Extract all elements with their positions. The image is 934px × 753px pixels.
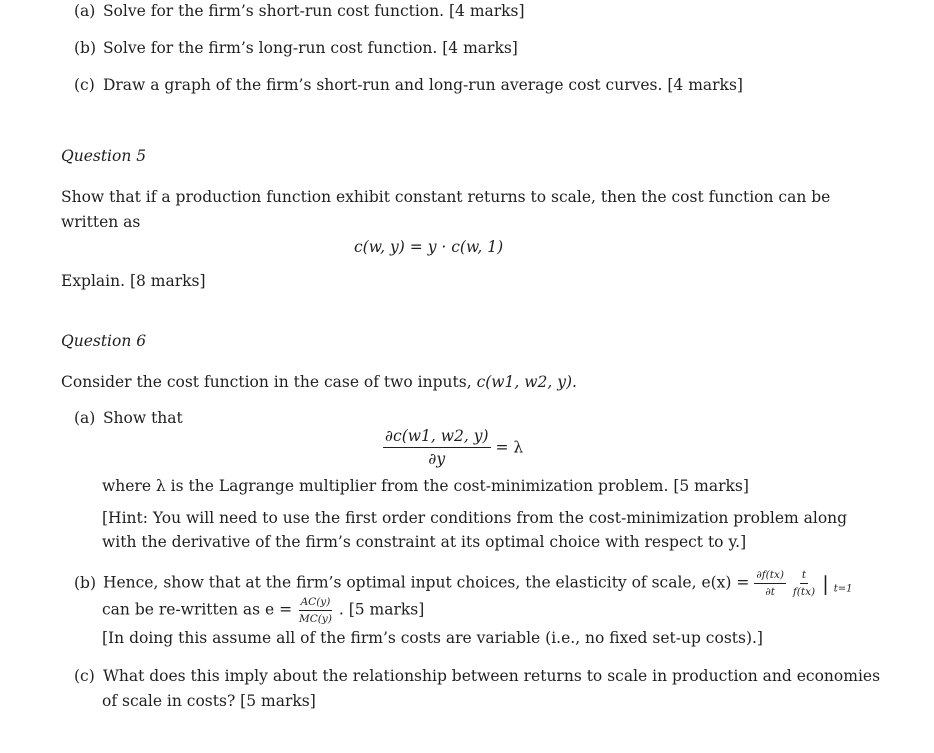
part-text: Hence, show that at the firm’s optimal input choices, the elasticity of scale, e(x) = — [102, 573, 750, 592]
q6-part-b — [74, 569, 853, 598]
question-6-title: Question 6 — [61, 332, 147, 350]
q6-intro — [61, 373, 577, 391]
q6-c-line-2: of scale in costs? [5 marks] — [102, 692, 316, 710]
intro-text: Consider the cost function in the case of two inputs, — [61, 373, 472, 391]
equation-lhs: c(w, y) — [354, 238, 405, 256]
q6-b-line-2 — [102, 596, 424, 625]
intro-math: c(w1, w2, y). — [476, 373, 577, 391]
elasticity-expression — [754, 569, 817, 598]
q6-a-where: where λ is the Lagrange multiplier from the cost-minimization problem. [5 marks] — [102, 477, 749, 495]
question-5-title: Question 5 — [61, 147, 147, 165]
q6-part-c — [74, 667, 880, 685]
line-prefix: can be re-written as e = — [102, 600, 293, 619]
part-text: Solve for the firm’s short-run cost function. [4 marks] — [102, 2, 525, 20]
ac-mc-fraction — [297, 596, 334, 625]
fraction-numerator: AC(y) — [299, 596, 333, 611]
q6-part-a — [74, 409, 183, 427]
part-text: Draw a graph of the firm’s short-run and long-run average cost curves. [4 marks] — [102, 76, 743, 94]
q4-part-b — [74, 39, 518, 57]
partial-fraction — [754, 569, 786, 598]
evaluation-bar: | — [822, 571, 829, 596]
part-text: What does this imply about the relationship between returns to scale in production and economies — [102, 667, 881, 685]
equation-rhs: y · c(w, 1) — [427, 238, 504, 256]
q5-line-2: written as — [61, 213, 141, 231]
part-label: (b) — [74, 573, 97, 592]
q6-b-note: [In doing this assume all of the firm’s costs are variable (i.e., no fixed set-up costs).] — [102, 629, 763, 647]
part-label: (a) — [74, 409, 96, 427]
scale-fraction — [791, 569, 817, 598]
derivative-fraction — [383, 427, 491, 468]
fraction-denominator: f(tx) — [792, 586, 816, 598]
evaluation-point: t=1 — [833, 583, 853, 595]
equation-rhs: = λ — [495, 438, 524, 457]
fraction-denominator: ∂y — [428, 450, 446, 468]
q5-equation — [354, 238, 503, 256]
part-label: (a) — [74, 2, 96, 20]
ratio-expression — [297, 596, 334, 625]
q6-a-hint-line-2: with the derivative of the firm’s constraint at its optimal choice with respect to y.] — [102, 533, 747, 551]
part-text: Solve for the firm’s long-run cost function. [4 marks] — [102, 39, 518, 57]
fraction-numerator: ∂c(w1, w2, y) — [383, 427, 491, 448]
q4-part-a — [74, 2, 525, 20]
fraction-numerator: t — [800, 569, 808, 584]
equation-equals: = — [409, 238, 423, 256]
fraction-denominator: MC(y) — [299, 613, 332, 625]
fraction-denominator: ∂t — [765, 586, 775, 598]
part-label: (b) — [74, 39, 97, 57]
line-suffix: . [5 marks] — [338, 600, 425, 619]
part-text: Show that — [102, 409, 183, 427]
q5-line-1: Show that if a production function exhibit constant returns to scale, then the cost function can be — [61, 188, 831, 206]
q5-explain: Explain. [8 marks] — [61, 272, 206, 290]
part-label: (c) — [74, 667, 95, 685]
q4-part-c — [74, 76, 743, 94]
q6-a-hint-line-1: [Hint: You will need to use the first order conditions from the cost-minimization problem along — [102, 509, 848, 527]
q6-a-equation — [383, 427, 523, 468]
fraction-numerator: ∂f(tx) — [754, 569, 786, 584]
part-label: (c) — [74, 76, 95, 94]
